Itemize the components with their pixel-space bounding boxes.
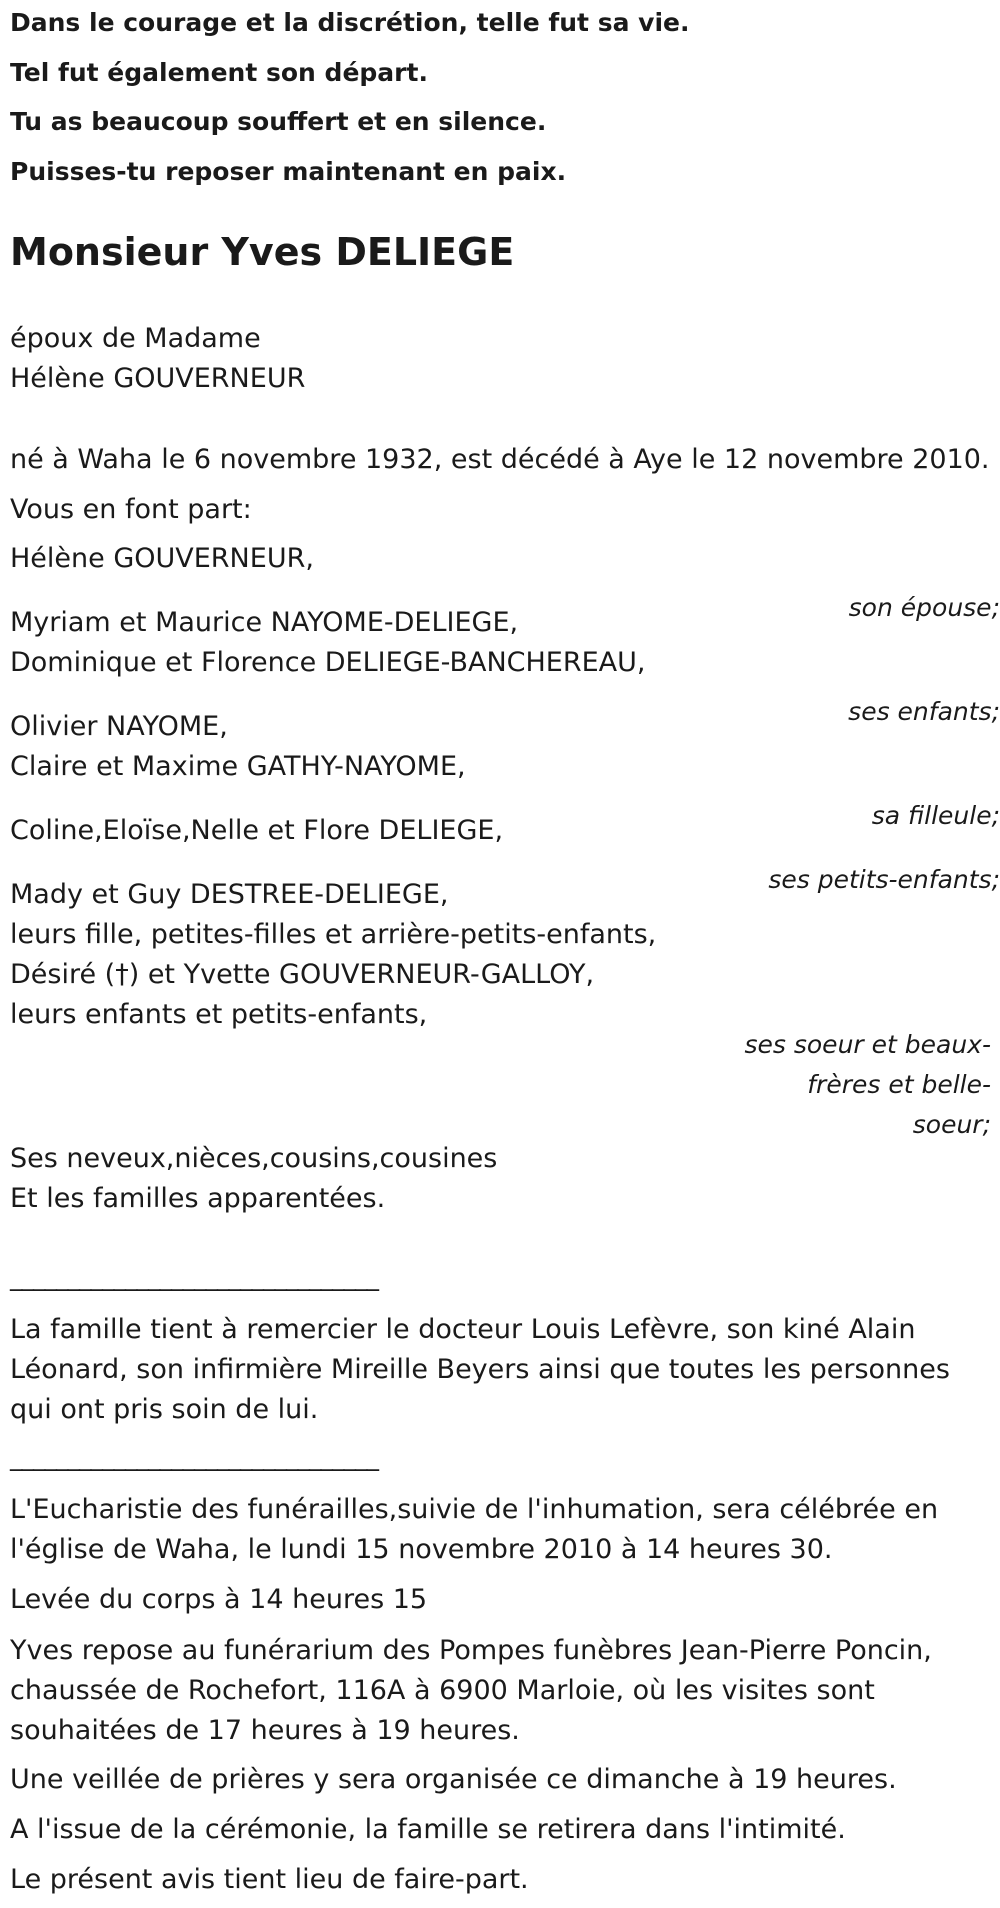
family-others: Et les familles apparentées.: [10, 1183, 386, 1214]
separator: ________________________________: [10, 1442, 378, 1471]
intro-line: Puisses-tu reposer maintenant en paix.: [10, 157, 567, 186]
separator: ________________________________: [10, 1262, 378, 1291]
family-name: leurs enfants et petits-enfants,: [10, 999, 428, 1030]
family-relation: ses soeur et beaux-frères et belle-soeur;: [744, 1030, 991, 1139]
family-others: Ses neveux,nièces,cousins,cousines: [10, 1143, 498, 1174]
family-name: Olivier NAYOME,: [10, 711, 228, 742]
announce: Vous en font part:: [10, 494, 252, 525]
family-name: Mady et Guy DESTREE-DELIEGE,: [10, 879, 449, 910]
notice-line: Le présent avis tient lieu de faire-part.: [10, 1864, 529, 1895]
family-name: Myriam et Maurice NAYOME-DELIEGE,: [10, 607, 519, 638]
family-name: Claire et Maxime GATHY-NAYOME,: [10, 751, 466, 782]
family-relation: ses enfants;: [848, 697, 1000, 726]
intro-line: Tel fut également son départ.: [10, 58, 428, 87]
intro-line: Dans le courage et la discrétion, telle fut sa vie.: [10, 8, 690, 37]
family-name: Coline,Eloïse,Nelle et Flore DELIEGE,: [10, 815, 504, 846]
thanks-paragraph: La famille tient à remercier le docteur Louis Lefèvre, son kiné Alain Léonard, son infirmière Mireille Beyers ainsi que toutes les personnes qui ont pris soin de lui.: [10, 1314, 950, 1425]
page-title: Monsieur Yves DELIEGE: [10, 230, 515, 274]
family-relation: son épouse;: [848, 593, 1000, 622]
intro-line: Tu as beaucoup souffert et en silence.: [10, 107, 547, 136]
family-relation: sa filleule;: [871, 801, 1000, 830]
vigil-line: Une veillée de prières y sera organisée ce dimanche à 19 heures.: [10, 1764, 897, 1795]
spouse-line: époux de Madame: [10, 323, 261, 354]
family-relation: ses petits-enfants;: [768, 865, 1000, 894]
family-name: Dominique et Florence DELIEGE-BANCHEREAU,: [10, 647, 646, 678]
funerarium-paragraph: Yves repose au funérarium des Pompes funèbres Jean-Pierre Poncin, chaussée de Rochefort, 116A à 6900 Marloie, où les visites sont souhaitées de 17 heures à 19 heures.: [10, 1635, 932, 1746]
intimacy-line: A l'issue de la cérémonie, la famille se retirera dans l'intimité.: [10, 1814, 846, 1845]
birth-death: né à Waha le 6 novembre 1932, est décédé à Aye le 12 novembre 2010.: [10, 444, 990, 475]
family-name: Hélène GOUVERNEUR,: [10, 543, 314, 574]
family-name: leurs fille, petites-filles et arrière-petits-enfants,: [10, 919, 657, 950]
ceremony-paragraph: L'Eucharistie des funérailles,suivie de l'inhumation, sera célébrée en l'église de Waha, le lundi 15 novembre 2010 à 14 heures 30.: [10, 1494, 939, 1565]
family-name: Désiré (†) et Yvette GOUVERNEUR-GALLOY,: [10, 959, 595, 990]
levee-line: Levée du corps à 14 heures 15: [10, 1584, 428, 1615]
spouse-line: Hélène GOUVERNEUR: [10, 363, 306, 394]
